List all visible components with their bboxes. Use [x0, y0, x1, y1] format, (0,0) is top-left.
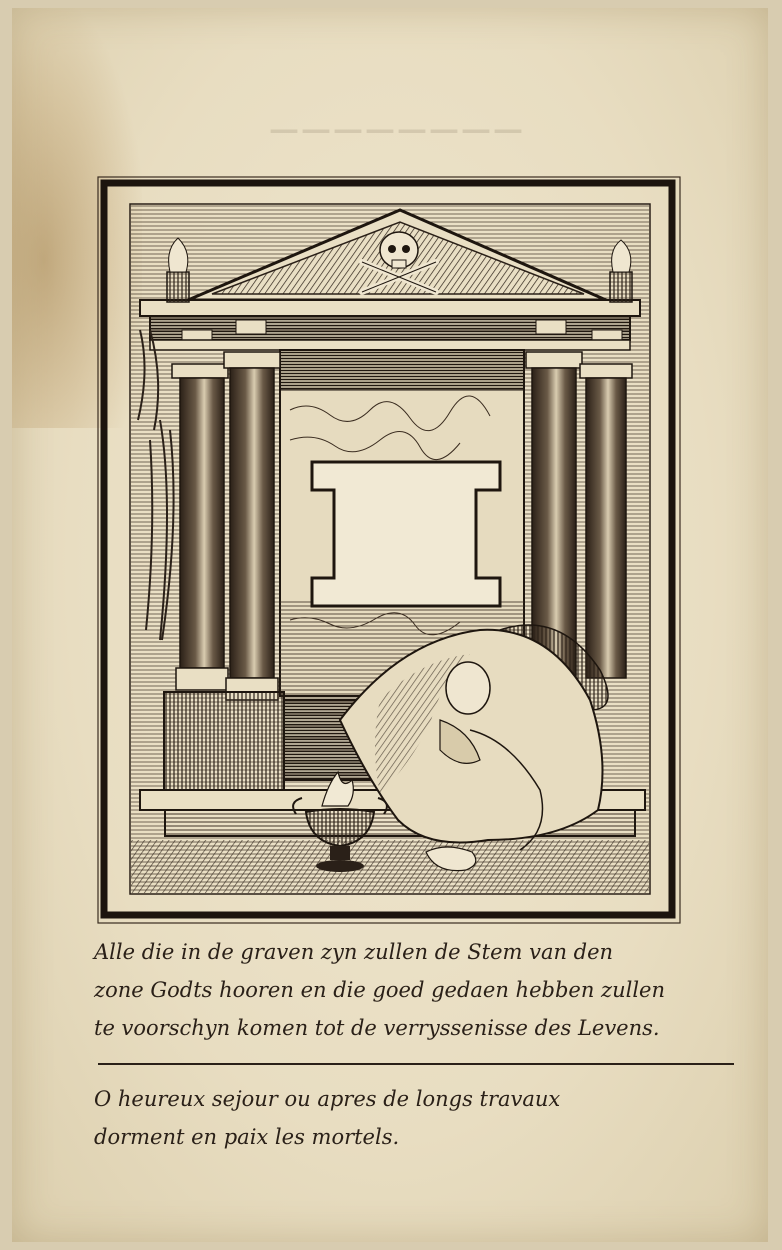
french-caption-line-2: dorment en paix les mortels. [94, 1125, 400, 1149]
dutch-caption-line-2: zone Godts hooren en die goed gedaen hebben zullen [94, 978, 665, 1002]
left-inner-column [224, 352, 280, 700]
french-caption [94, 1080, 734, 1156]
right-outer-column [580, 364, 632, 678]
blank-tablet [312, 462, 500, 606]
cornice [140, 300, 640, 316]
left-outer-column [172, 364, 228, 690]
dutch-caption [94, 933, 734, 1047]
dutch-caption-line-3: te voorschyn komen tot de verryssenisse des Levens. [94, 1016, 660, 1040]
left-pedestal [164, 692, 284, 792]
french-caption-line-1: O heureux sejour ou apres de longs travaux [94, 1087, 561, 1111]
torch-icon [610, 240, 632, 302]
ground [131, 840, 649, 893]
caption-divider [98, 1063, 734, 1065]
show-through-text: ———————— [267, 112, 523, 147]
dutch-caption-line-1: Alle die in de graven zyn zullen de Stem van den [94, 940, 614, 964]
